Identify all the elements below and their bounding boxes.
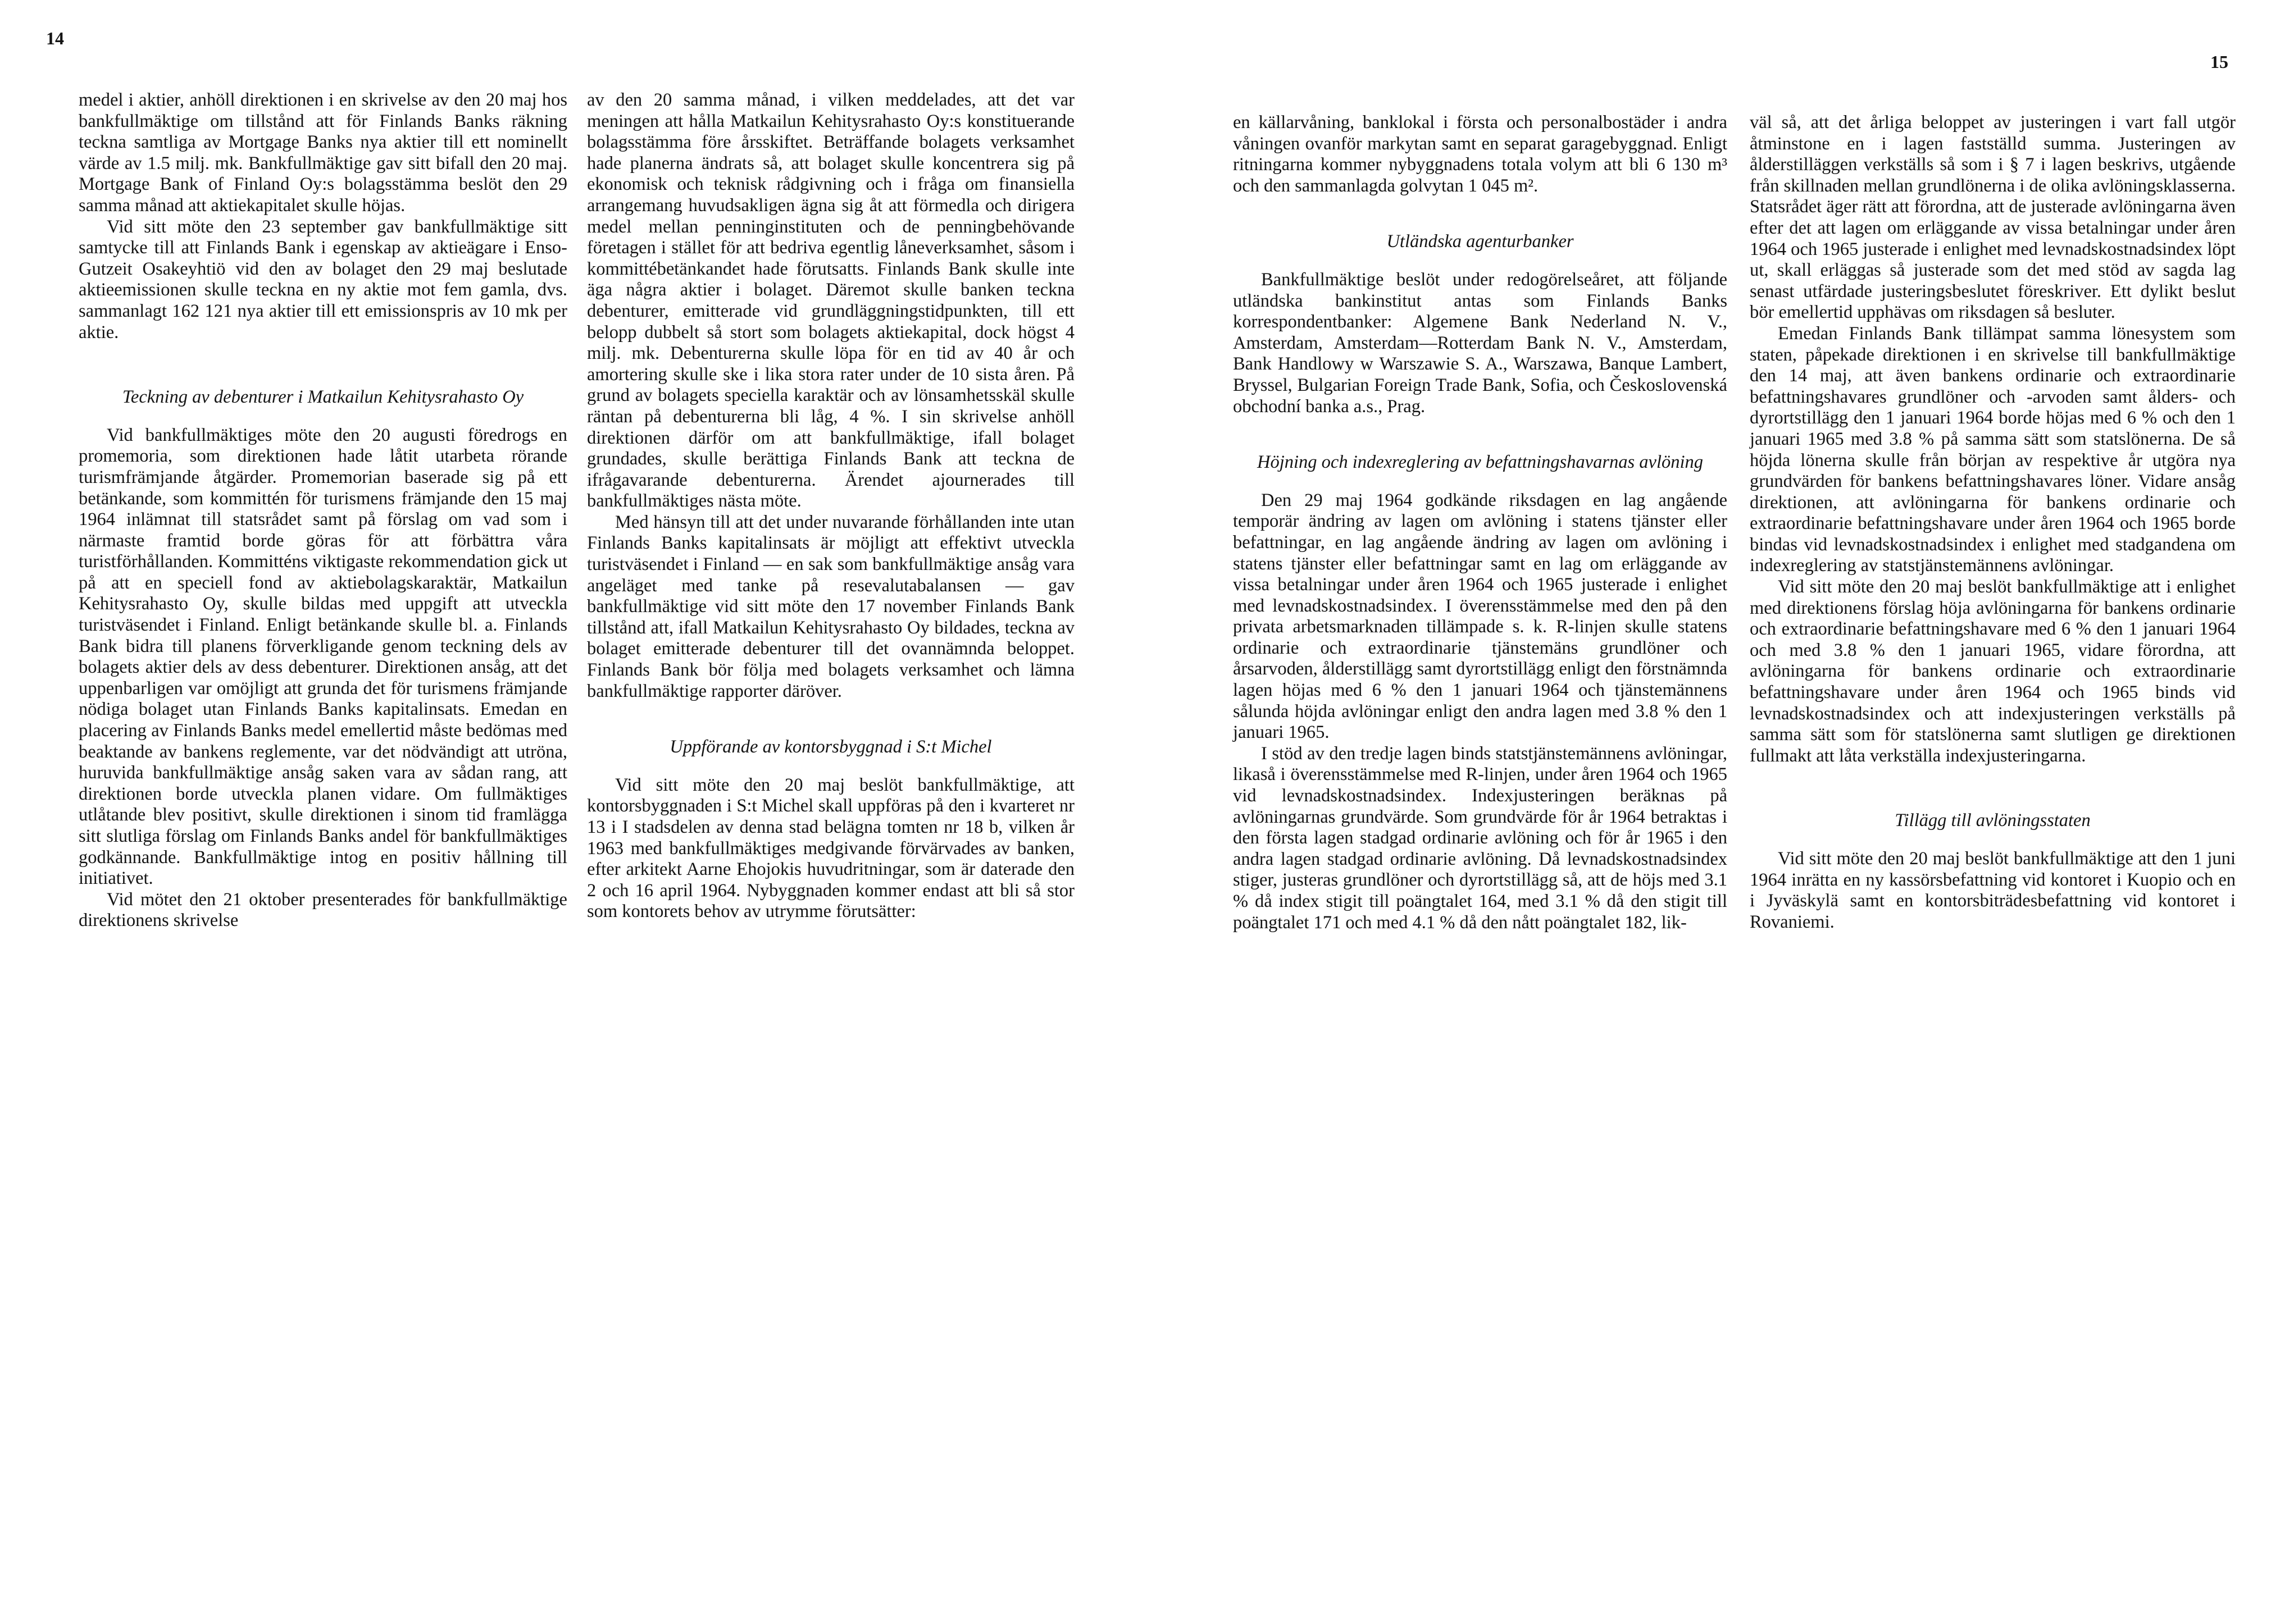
paragraph: Vid bankfullmäktiges möte den 20 augusti föredrogs en promemoria, som direktionen hade låtit utarbeta rörande turismfrämjande åtgärder. Promemorian baserade sig på ett betänkande, som kommittén för turismens främjande den 15 maj 1964 inlämnat till statsrådet samt på förslag om vad som i närmaste framtid borde göras för att förbättra våra turistförhållanden. Kommitténs viktigaste rekommendation gick ut på att en speciell fond av aktiebolagskaraktär, Matkailun Kehitysrahasto Oy, skulle bildas med uppgift att utveckla turistväsendet i Finland. Enligt betänkande skulle bl. a. Finlands Bank bidra till planens förverkligande genom teckning dels av bolagets aktier dels av dess debenturer. Direktionen ansåg, att det uppenbarligen var omöjligt att grunda det för turismens främjande nödiga bolaget utan Finlands Banks kapitalinsats. Emedan en placering av Finlands Banks medel emellertid måste bedömas med beaktande av bankens reglemente, var det nödvändigt att utröna, huruvida bankfullmäktige ansåg saken vara av sådan rang, att direktionen borde utveckla planen vidare. Om fullmäktiges utlåtande blev positivt, skulle direktionen i sinom tid framlägga sitt slutliga förslag om Finlands Banks andel för bankfullmäktiges godkännande. Bankfullmäktige intog en positiv hållning till initiativet. bbox=[79, 425, 567, 889]
paragraph: Vid sitt möte den 20 maj beslöt bankfullmäktige att i enlighet med direktionens förslag höja avlöningarna för bankens ordinarie och extraordinarie befattningshavare med 6 % den 1 januari 1964 och med 3.8 % den 1 januari 1965, vidare förordna, att avlöningarna för bankens ordinarie och extraordinarie befattningshavare under åren 1964 och 1965 binds vid levnadskostnadsindex och att indexjusteringen verkställs på samma sätt som för statslönerna samt slutligen ge direktionen fullmakt att låta verkställa indexjusteringarna. bbox=[1750, 577, 2236, 766]
page-number-left: 14 bbox=[46, 28, 64, 48]
paragraph: Med hänsyn till att det under nuvarande förhållanden inte utan Finlands Banks kapitalinsats är möjligt att effektivt utveckla turistväsendet i Finland — en sak som bankfullmäktige ansåg vara angeläget med tanke på resevalutabalansen — gav bankfullmäktige vid sitt möte den 17 november Finlands Bank tillstånd att, ifall Matkailun Kehitysrahasto Oy bildades, teckna av bolaget emitterade debenturer till det ovannämnda beloppet. Finlands Bank bör följa med bolagets verksamhet och lämna bankfullmäktige rapporter däröver. bbox=[587, 512, 1075, 701]
paragraph: en källarvåning, banklokal i första och personalbostäder i andra våningen ovanför markytan samt en separat garagebyggnad. Enligt ritningarna kommer nybyggnadens totala volym att bli 6 130 m³ och den sammanlagda golvytan 1 045 m². bbox=[1233, 112, 1727, 196]
paragraph: I stöd av den tredje lagen binds statstjänstemännens avlöningar, likaså i överensstämmelse med R-linjen, under åren 1964 och 1965 vid levnadskostnadsindex. Indexjusteringen beräknas på avlöningarnas grundvärde. Som grundvärde för år 1964 betraktas i den första lagen stadgad ordinarie avlöning och för år 1965 i den andra lagen stadgad ordinarie avlöning. Då levnadskostnadsindex stiger, justeras grundlöner och dyrortstillägg så, att de höjs med 3.1 % då index stigit till poängtalet 164, med 3.1 % då den stigit till poängtalet 171 och med 4.1 % då den nått poängtalet 182, lik- bbox=[1233, 743, 1727, 933]
column-3 bbox=[1233, 112, 1727, 933]
page-number-right: 15 bbox=[2210, 52, 2228, 72]
section-heading: Uppförande av kontorsbyggnad i S:t Michel bbox=[670, 737, 992, 758]
column-4 bbox=[1750, 112, 2236, 933]
paragraph: av den 20 samma månad, i vilken meddelades, att det var meningen att hålla Matkailun Kehitysrahasto Oy:s konstituerande bolagsstämma före årsskiftet. Beträffande bolagets verksamhet hade planerna ändrats så, att bolaget skulle koncentrera sig på ekonomisk och teknisk rådgivning och i fråga om finansiella arrangemang huvudsakligen ägna sig åt att förmedla och dirigera medel mellan penninginstituten och de penningbehövande företagen i stället för att bedriva egentlig låneverksamhet, såsom i kommittébetänkandet hade förutsatts. Finlands Bank skulle inte äga några aktier i bolaget. Däremot skulle banken teckna debenturer, emitterade vid grundläggningstidpunkten, till ett belopp dubbelt så stort som bolagets aktiekapital, dock högst 4 milj. mk. Debenturerna skulle löpa för en tid av 40 år och amortering skulle ske i lika stora rater under de 10 sista åren. På grund av bolagets speciella karaktär och av lönsamhetsskäl skulle räntan på debenturerna bli låg, 4 %. I sin skrivelse anhöll direktionen därför om att bankfullmäktige, ifall bolaget grundades, skulle berättiga Finlands Bank att teckna de ifrågavarande debenturerna. Ärendet ajournerades till bankfullmäktiges nästa möte. bbox=[587, 90, 1075, 512]
paragraph: Den 29 maj 1964 godkände riksdagen en lag angående temporär ändring av lagen om avlöning i statens tjänster eller befattningar, en lag angående ändring av lagen om avlöning i statens tjänster eller befattningar samt en lag om erläggande av vissa betalningar under åren 1964 och 1965 justerade i enlighet med levnadskostnadsindex. I överensstämmelse med den på den privata arbetsmarknaden tillämpade s. k. R-linjen skulle statens ordinarie och extraordinarie tjänstemäns grundlöner och årsarvoden, ålderstillägg samt dyrortstillägg enligt den förstnämnda lagen höjas med 6 % den 1 januari 1964 och tjänstemännens sålunda höjda avlöningar enligt den andra lagen med 3.8 % den 1 januari 1965. bbox=[1233, 490, 1727, 743]
paragraph: Vid sitt möte den 20 maj beslöt bankfullmäktige att den 1 juni 1964 inrätta en ny kassörsbefattning vid kontoret i Kuopio och en i Jyväskylä samt en kontorsbiträdesbefattning vid kontoret i Rovaniemi. bbox=[1750, 849, 2236, 932]
paragraph: Vid sitt möte den 20 maj beslöt bankfullmäktige, att kontorsbyggnaden i S:t Michel skall uppföras på den i kvarteret nr 13 i I stadsdelen av denna stad belägna tomten nr 18 b, vilken år 1963 med bankfullmäktiges medgivande förvärvades av banken, efter arkitekt Aarne Ehojokis huvudritningar, som är daterade den 2 och 16 april 1964. Nybyggnaden kommer endast att bli så stor som kontorets behov av utrymme förutsätter: bbox=[587, 774, 1075, 922]
section-heading: Tillägg till avlöningsstaten bbox=[1895, 810, 2091, 831]
section-heading: Höjning och indexreglering av befattningshavarnas avlöning bbox=[1257, 452, 1704, 473]
paragraph: Vid mötet den 21 oktober presenterades för bankfullmäktige direktionens skrivelse bbox=[79, 889, 567, 931]
section-heading: Utländska agenturbanker bbox=[1386, 231, 1574, 252]
paragraph: medel i aktier, anhöll direktionen i en skrivelse av den 20 maj hos bankfullmäktige om tillstånd att för Finlands Banks räkning teckna samtliga av Mortgage Banks nya aktier till ett nominellt värde av 1.5 milj. mk. Bankfullmäktige gav sitt bifall den 20 maj. Mortgage Bank of Finland Oy:s bolagsstämma beslöt den 29 samma månad att aktiekapitalet skulle höjas. bbox=[79, 90, 567, 216]
paragraph: Emedan Finlands Bank tillämpat samma lönesystem som staten, påpekade direktionen i en skrivelse till bankfullmäktige den 14 maj, att även bankens ordinarie och extraordinarie befattningshavares grundlöner och -arvoden samt ålders- och dyrortstillägg den 1 januari 1964 borde höjas med 6 % och den 1 januari 1965 med 3.8 % på samma sätt som statslönerna. De så höjda lönerna skulle från början av respektive år utgöra nya grundvärden för bankens befattningshavares löner. Vidare ansåg direktionen, att avlöningarna för bankens ordinarie och extraordinarie befattningshavare under åren 1964 och 1965 borde bindas vid levnadskostnadsindex i enlighet med stadgandena om indexreglering av statstjänstemännens avlöningar. bbox=[1750, 323, 2236, 576]
section-heading: Teckning av debenturer i Matkailun Kehitysrahasto Oy bbox=[122, 387, 524, 408]
column-2 bbox=[587, 90, 1075, 923]
paragraph: Vid sitt möte den 23 september gav bankfullmäktige sitt samtycke till att Finlands Bank i egenskap av aktieägare i Enso-Gutzeit Osakeyhtiö vid den av bolaget den 29 maj beslutade aktieemissionen skulle teckna en ny aktie mot fem gamla, dvs. sammanlagt 162 121 nya aktier till ett emissionspris av 10 mk per aktie. bbox=[79, 216, 567, 343]
paragraph: Bankfullmäktige beslöt under redogörelseåret, att följande utländska bankinstitut antas som Finlands Banks korrespondentbanker: Algemene Bank Nederland N. V., Amsterdam, Amsterdam—Rotterdam Bank N. V., Amsterdam, Bank Handlowy w Warszawie S. A., Warszawa, Banque Lambert, Bryssel, Bulgarian Foreign Trade Bank, Sofia, och Československá obchodní banka a.s., Prag. bbox=[1233, 269, 1727, 417]
column-1 bbox=[79, 90, 567, 932]
paragraph: väl så, att det årliga beloppet av justeringen i vart fall utgör åtminstone en i lagen fastställd summa. Justeringen av ålderstilläggen verkställs så som i § 7 i lagen beskrivs, utgående från skillnaden mellan grundlönerna i de olika avlöningsklasserna. Statsrådet äger rätt att förordna, att de justerade avlöningarna även efter det att lagen om erläggande av vissa betalningar under åren 1964 och 1965 justerade i enlighet med levnadskostnadsindex löpt ut, skall erläggas så justerade som det med stöd av sagda lag senast utfärdade justeringsbeslutet föreskriver. Ett dylikt beslut bör emellertid upphävas om riksdagen så besluter. bbox=[1750, 112, 2236, 323]
